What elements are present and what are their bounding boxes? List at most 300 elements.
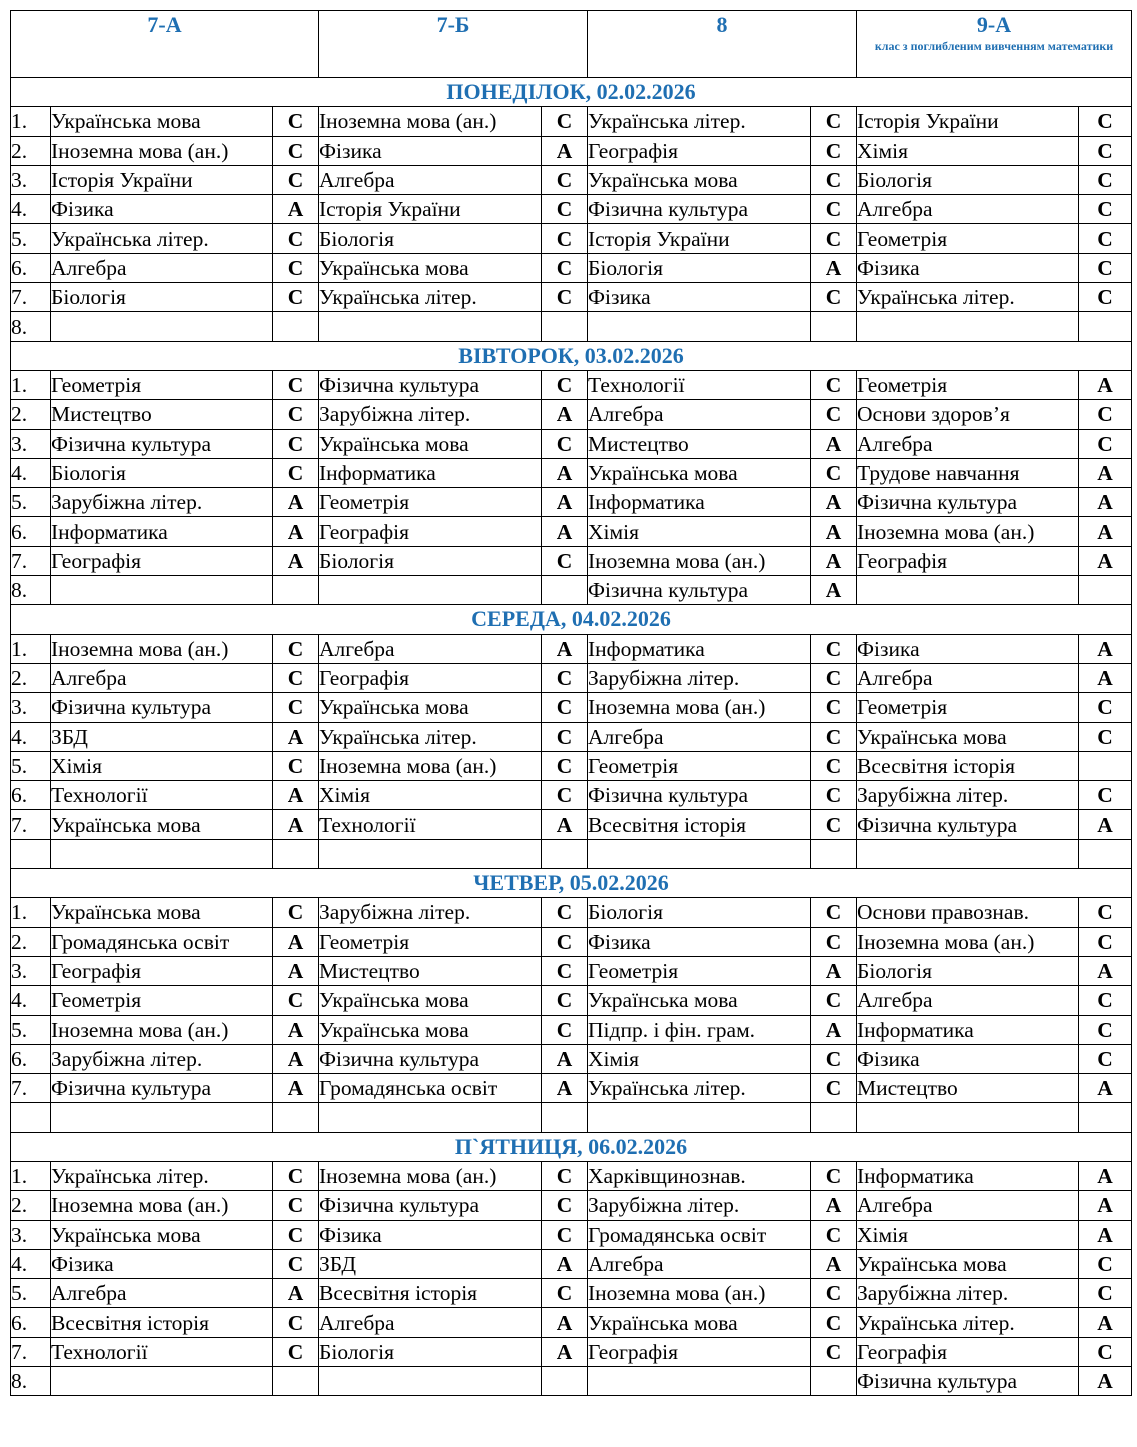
mode-mark: А [811,253,857,282]
mode-mark: С [1079,429,1132,458]
subject-cell: Геометрія [319,927,542,956]
mode-mark: С [273,1249,319,1278]
day-title: ПОНЕДІЛОК, 02.02.2026 [11,78,1132,107]
mode-mark: С [811,898,857,927]
day-title: СЕРЕДА, 04.02.2026 [11,605,1132,634]
lesson-row [11,458,1132,487]
mode-mark: С [811,283,857,312]
subject-cell [51,1367,273,1396]
mode-mark: С [273,751,319,780]
lesson-row [11,781,1132,810]
subject-cell [857,839,1079,868]
subject-cell [588,1367,811,1396]
subject-cell: Геометрія [588,751,811,780]
lesson-row [11,663,1132,692]
subject-cell: Іноземна мова (ан.) [588,693,811,722]
mode-mark: А [542,1249,588,1278]
subject-cell: Біологія [588,253,811,282]
subject-cell: Українська літер. [51,1161,273,1190]
mode-mark: С [542,429,588,458]
lesson-number: 1. [11,634,51,663]
mode-mark [273,1367,319,1396]
subject-cell: Алгебра [857,195,1079,224]
lesson-row [11,370,1132,399]
class-note: клас з поглибленим вивченням математики [874,39,1114,53]
subject-cell: Іноземна мова (ан.) [51,1191,273,1220]
subject-cell: Фізика [857,634,1079,663]
subject-cell: Іноземна мова (ан.) [588,1279,811,1308]
mode-mark: С [1079,898,1132,927]
lesson-row [11,136,1132,165]
lesson-row [11,224,1132,253]
lesson-row [11,429,1132,458]
mode-mark: С [811,722,857,751]
mode-mark: А [542,400,588,429]
subject-cell: Фізика [588,283,811,312]
class-header-cell [857,11,1132,78]
mode-mark: С [1079,253,1132,282]
mode-mark: С [542,224,588,253]
subject-cell: Зарубіжна літер. [319,898,542,927]
lesson-number: 3. [11,429,51,458]
subject-cell: Громадянська освіт [588,1220,811,1249]
mode-mark: А [811,1015,857,1044]
lesson-number: 1. [11,107,51,136]
mode-mark: А [811,956,857,985]
subject-cell: Алгебра [857,663,1079,692]
lesson-row [11,1367,1132,1396]
mode-mark: С [542,195,588,224]
subject-cell: Харківщинознав. [588,1161,811,1190]
lesson-number [11,1103,51,1132]
subject-cell: Технології [588,370,811,399]
subject-cell: Українська мова [588,1308,811,1337]
subject-cell: Біологія [51,283,273,312]
subject-cell: Зарубіжна літер. [857,781,1079,810]
mode-mark: А [1079,663,1132,692]
mode-mark: С [811,458,857,487]
subject-cell: Українська літер. [588,1074,811,1103]
mode-mark: С [542,781,588,810]
subject-cell: Фізика [319,136,542,165]
mode-mark: С [542,898,588,927]
subject-cell: Мистецтво [588,429,811,458]
lesson-row [11,107,1132,136]
mode-mark: С [811,165,857,194]
subject-cell: Геометрія [588,956,811,985]
subject-cell: Українська літер. [857,1308,1079,1337]
subject-cell: Інформатика [588,488,811,517]
lesson-row [11,634,1132,663]
mode-mark: С [542,663,588,692]
lesson-row [11,1191,1132,1220]
mode-mark: А [811,576,857,605]
subject-cell: Фізична культура [51,693,273,722]
subject-cell: Географія [319,517,542,546]
mode-mark: С [273,634,319,663]
subject-cell: Українська мова [319,253,542,282]
subject-cell: Біологія [51,458,273,487]
lesson-row [11,927,1132,956]
lesson-number: 2. [11,1191,51,1220]
mode-mark: С [273,693,319,722]
lesson-row [11,576,1132,605]
subject-cell [51,576,273,605]
mode-mark: А [1079,517,1132,546]
mode-mark: С [542,1220,588,1249]
mode-mark: С [542,956,588,985]
lesson-row [11,956,1132,985]
lesson-number: 2. [11,927,51,956]
lesson-number [11,839,51,868]
mode-mark: С [273,1191,319,1220]
mode-mark: С [811,986,857,1015]
subject-cell: Фізична культура [857,488,1079,517]
mode-mark: А [1079,1308,1132,1337]
mode-mark: А [273,488,319,517]
subject-cell [588,312,811,341]
mode-mark: С [811,1161,857,1190]
mode-mark [1079,751,1132,780]
mode-mark: А [273,546,319,575]
mode-mark: С [1079,693,1132,722]
mode-mark: С [273,165,319,194]
lesson-row [11,1220,1132,1249]
subject-cell: Інформатика [319,458,542,487]
lesson-number: 2. [11,136,51,165]
mode-mark [811,312,857,341]
subject-cell: Українська мова [319,986,542,1015]
mode-mark: А [1079,546,1132,575]
mode-mark: А [273,1279,319,1308]
subject-cell: Геометрія [857,370,1079,399]
subject-cell: Зарубіжна літер. [588,1191,811,1220]
subject-cell: Всесвітня історія [51,1308,273,1337]
mode-mark: А [542,634,588,663]
subject-cell: Мистецтво [857,1074,1079,1103]
subject-cell: Хімія [588,517,811,546]
subject-cell: Іноземна мова (ан.) [857,517,1079,546]
subject-cell: Алгебра [51,663,273,692]
lesson-row [11,722,1132,751]
timetable-body [11,11,1132,1396]
subject-cell: Українська літер. [51,224,273,253]
lesson-number: 4. [11,458,51,487]
mode-mark: С [811,400,857,429]
lesson-row [11,195,1132,224]
class-name: 7-Б [436,12,470,37]
lesson-row [11,312,1132,341]
subject-cell: Біологія [857,956,1079,985]
subject-cell: Хімія [51,751,273,780]
mode-mark: С [811,751,857,780]
subject-cell: Фізична культура [319,1044,542,1073]
mode-mark: А [273,781,319,810]
subject-cell: Алгебра [857,986,1079,1015]
lesson-number: 1. [11,1161,51,1190]
mode-mark: С [811,1220,857,1249]
mode-mark: А [811,1249,857,1278]
mode-mark: С [542,370,588,399]
subject-cell: Громадянська освіт [319,1074,542,1103]
mode-mark: С [811,634,857,663]
subject-cell: Всесвітня історія [319,1279,542,1308]
mode-mark: С [1079,195,1132,224]
mode-mark: С [542,253,588,282]
lesson-row [11,751,1132,780]
timetable [10,10,1132,1396]
mode-mark: С [1079,986,1132,1015]
subject-cell [857,576,1079,605]
mode-mark: А [542,810,588,839]
mode-mark: С [273,1161,319,1190]
lesson-number: 5. [11,224,51,253]
mode-mark: С [811,1074,857,1103]
subject-cell: Геометрія [857,224,1079,253]
mode-mark [1079,1103,1132,1132]
subject-cell: Біологія [319,1337,542,1366]
day-title: ЧЕТВЕР, 05.02.2026 [11,869,1132,898]
subject-cell: Фізика [588,927,811,956]
subject-cell: Українська мова [588,458,811,487]
subject-cell [51,839,273,868]
subject-cell [319,312,542,341]
subject-cell: Технології [51,781,273,810]
subject-cell: Зарубіжна літер. [588,663,811,692]
subject-cell: Українська мова [319,693,542,722]
lesson-row [11,1074,1132,1103]
mode-mark: С [273,1308,319,1337]
lesson-row [11,488,1132,517]
lesson-number: 7. [11,810,51,839]
mode-mark: С [1079,1044,1132,1073]
subject-cell: Мистецтво [51,400,273,429]
mode-mark: А [273,810,319,839]
mode-mark: С [273,898,319,927]
mode-mark: С [273,458,319,487]
subject-cell: Фізична культура [319,1191,542,1220]
subject-cell: Хімія [857,136,1079,165]
mode-mark: С [273,1337,319,1366]
subject-cell [857,312,1079,341]
lesson-number: 8. [11,312,51,341]
mode-mark: А [273,1044,319,1073]
mode-mark: С [1079,107,1132,136]
mode-mark: С [273,400,319,429]
mode-mark: А [1079,1074,1132,1103]
mode-mark: С [1079,781,1132,810]
lesson-number: 6. [11,517,51,546]
subject-cell [51,1103,273,1132]
mode-mark: С [273,253,319,282]
mode-mark: С [811,1308,857,1337]
mode-mark: С [1079,1249,1132,1278]
subject-cell: Зарубіжна літер. [51,488,273,517]
mode-mark: С [1079,283,1132,312]
subject-cell: Українська літер. [319,283,542,312]
subject-cell: Фізична культура [857,1367,1079,1396]
subject-cell: Іноземна мова (ан.) [319,1161,542,1190]
subject-cell: Фізика [51,195,273,224]
lesson-number: 7. [11,1337,51,1366]
subject-cell: Біологія [857,165,1079,194]
subject-cell: Іноземна мова (ан.) [51,634,273,663]
mode-mark: А [811,429,857,458]
lesson-number: 3. [11,165,51,194]
mode-mark: А [1079,1161,1132,1190]
mode-mark [811,839,857,868]
subject-cell: Історія України [319,195,542,224]
mode-mark: А [1079,956,1132,985]
subject-cell: Іноземна мова (ан.) [588,546,811,575]
subject-cell: Алгебра [51,253,273,282]
lesson-number: 1. [11,370,51,399]
mode-mark: А [1079,1367,1132,1396]
lesson-number: 4. [11,722,51,751]
lesson-row [11,546,1132,575]
subject-cell: Основи здоров’я [857,400,1079,429]
mode-mark: С [273,224,319,253]
subject-cell: Інформатика [51,517,273,546]
lesson-number: 6. [11,1308,51,1337]
subject-cell: Алгебра [857,1191,1079,1220]
lesson-row [11,1249,1132,1278]
lesson-number: 6. [11,1044,51,1073]
subject-cell: Фізика [857,253,1079,282]
mode-mark: А [811,1191,857,1220]
subject-cell: Біологія [588,898,811,927]
mode-mark: А [542,1044,588,1073]
mode-mark: С [542,986,588,1015]
mode-mark [542,1103,588,1132]
lesson-row [11,810,1132,839]
lesson-row [11,253,1132,282]
subject-cell: Мистецтво [319,956,542,985]
lesson-number: 5. [11,751,51,780]
lesson-row [11,1279,1132,1308]
mode-mark: А [273,1074,319,1103]
subject-cell: Географія [857,1337,1079,1366]
mode-mark: С [811,693,857,722]
subject-cell: Іноземна мова (ан.) [51,1015,273,1044]
mode-mark: С [542,693,588,722]
mode-mark: С [542,927,588,956]
mode-mark: С [1079,927,1132,956]
mode-mark: А [1079,370,1132,399]
mode-mark: С [811,370,857,399]
mode-mark: А [273,722,319,751]
mode-mark: С [542,283,588,312]
mode-mark: С [542,751,588,780]
mode-mark: С [811,224,857,253]
lesson-row [11,839,1132,868]
mode-mark [542,312,588,341]
mode-mark: А [811,546,857,575]
mode-mark: С [811,927,857,956]
subject-cell: Іноземна мова (ан.) [857,927,1079,956]
mode-mark: С [273,663,319,692]
mode-mark: С [1079,400,1132,429]
mode-mark: А [542,1337,588,1366]
mode-mark: А [1079,458,1132,487]
mode-mark: А [1079,1191,1132,1220]
subject-cell: Алгебра [51,1279,273,1308]
subject-cell: Інформатика [588,634,811,663]
subject-cell: Українська мова [588,165,811,194]
lesson-row [11,1161,1132,1190]
mode-mark: С [273,429,319,458]
mode-mark [273,312,319,341]
lesson-number: 3. [11,1220,51,1249]
day-title: ВІВТОРОК, 03.02.2026 [11,341,1132,370]
subject-cell: Хімія [588,1044,811,1073]
lesson-row [11,517,1132,546]
lesson-number: 5. [11,1015,51,1044]
class-header-cell [11,11,319,78]
day-header-row [11,869,1132,898]
mode-mark: А [1079,810,1132,839]
lesson-row [11,898,1132,927]
mode-mark [1079,312,1132,341]
class-name: 7-А [147,12,182,37]
lesson-row [11,986,1132,1015]
subject-cell: Зарубіжна літер. [51,1044,273,1073]
subject-cell [588,839,811,868]
mode-mark: А [273,1015,319,1044]
mode-mark [811,1367,857,1396]
mode-mark: С [542,546,588,575]
subject-cell: Українська літер. [319,722,542,751]
mode-mark: С [811,781,857,810]
lesson-number: 7. [11,1074,51,1103]
day-header-row [11,605,1132,634]
mode-mark: С [1079,1015,1132,1044]
subject-cell: Географія [51,956,273,985]
subject-cell: Географія [319,663,542,692]
subject-cell: Підпр. і фін. грам. [588,1015,811,1044]
subject-cell: Основи правознав. [857,898,1079,927]
subject-cell: Українська мова [588,986,811,1015]
subject-cell: Геометрія [319,488,542,517]
mode-mark: С [273,370,319,399]
mode-mark [1079,576,1132,605]
subject-cell: Геометрія [857,693,1079,722]
mode-mark: С [811,1044,857,1073]
mode-mark: С [811,1279,857,1308]
lesson-number: 6. [11,781,51,810]
lesson-number: 5. [11,488,51,517]
subject-cell [319,1367,542,1396]
subject-cell: Геометрія [51,370,273,399]
subject-cell [588,1103,811,1132]
mode-mark: С [1079,165,1132,194]
class-header-cell [588,11,857,78]
subject-cell: Інформатика [857,1161,1079,1190]
subject-cell: Всесвітня історія [588,810,811,839]
subject-cell: Географія [857,546,1079,575]
mode-mark: С [273,986,319,1015]
subject-cell: Фізична культура [588,576,811,605]
mode-mark [542,839,588,868]
mode-mark [1079,839,1132,868]
mode-mark: А [273,956,319,985]
mode-mark [273,839,319,868]
subject-cell: Алгебра [319,165,542,194]
mode-mark: А [811,517,857,546]
lesson-number: 1. [11,898,51,927]
mode-mark: С [542,722,588,751]
subject-cell: Іноземна мова (ан.) [319,107,542,136]
